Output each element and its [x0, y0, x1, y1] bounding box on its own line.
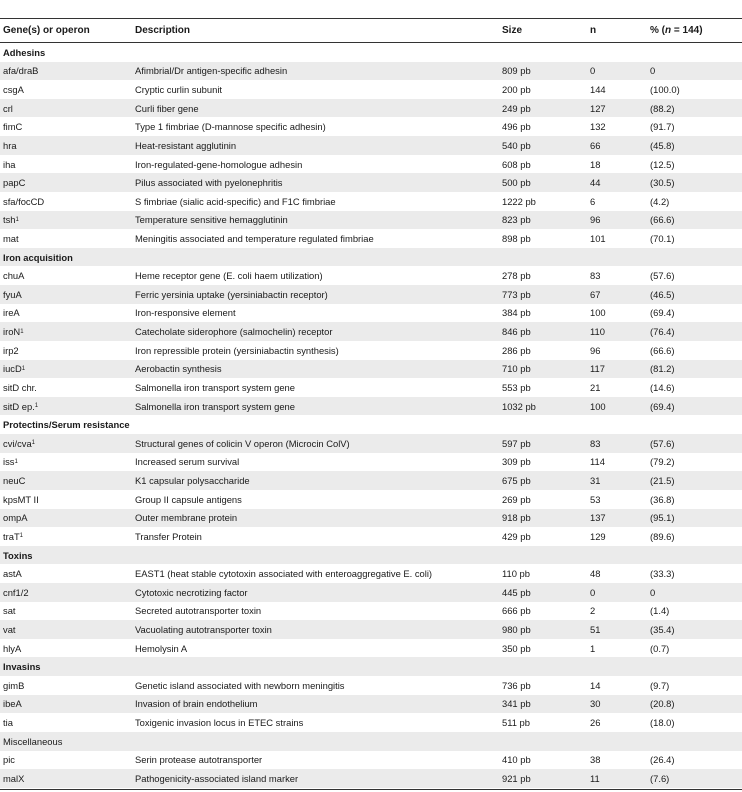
section-title: Toxins	[3, 549, 33, 561]
size-cell: 921 pb	[502, 772, 531, 784]
description-cell: Toxigenic invasion locus in ETEC strains	[135, 717, 304, 729]
header-gene: Gene(s) or operon	[3, 25, 90, 36]
size-cell: 823 pb	[502, 214, 531, 226]
gene-name: csgA	[3, 84, 24, 96]
percent-cell: (33.3)	[650, 568, 675, 580]
percent-cell: (89.6)	[650, 530, 675, 542]
gene-name: sitD chr.	[3, 381, 37, 393]
gene-name: cnf1/2	[3, 586, 29, 598]
gene-cell	[3, 173, 25, 192]
n-cell: 66	[590, 139, 601, 151]
n-cell: 83	[590, 270, 601, 282]
table-bottom-rule	[0, 789, 742, 790]
n-cell: 110	[590, 326, 605, 338]
size-cell: 1032 pb	[502, 400, 536, 412]
size-cell: 269 pb	[502, 493, 531, 505]
size-cell: 597 pb	[502, 437, 531, 449]
gene-cell	[3, 117, 22, 136]
description-cell: Iron repressible protein (yersiniabactin synthesis)	[135, 344, 339, 356]
percent-cell: (1.4)	[650, 605, 670, 617]
n-cell: 67	[590, 288, 601, 300]
description-cell: Vacuolating autotransporter toxin	[135, 624, 272, 636]
table-row	[0, 676, 742, 695]
gene-name: tsh	[3, 214, 16, 226]
n-cell: 53	[590, 493, 601, 505]
gene-name: cvi/cva	[3, 437, 32, 449]
n-cell: 51	[590, 624, 601, 636]
gene-name: iucD	[3, 363, 22, 375]
gene-name: hra	[3, 139, 17, 151]
gene-name: traT	[3, 530, 20, 542]
table-row	[0, 211, 742, 230]
table-row	[0, 360, 742, 379]
description-cell: Iron-responsive element	[135, 307, 236, 319]
gene-name: irp2	[3, 344, 19, 356]
gene-cell	[3, 751, 15, 770]
percent-cell: (69.4)	[650, 400, 675, 412]
gene-name: astA	[3, 568, 22, 580]
percent-cell: (46.5)	[650, 288, 675, 300]
n-cell: 114	[590, 456, 605, 468]
section-header-row	[0, 415, 742, 434]
section-title: Protectins/Serum resistance	[3, 419, 130, 431]
n-cell: 6	[590, 195, 596, 207]
table-top-rule	[0, 18, 742, 19]
size-cell: 445 pb	[502, 586, 531, 598]
size-cell: 286 pb	[502, 344, 531, 356]
n-cell: 0	[590, 65, 596, 77]
gene-name: crl	[3, 102, 13, 114]
n-cell: 117	[590, 363, 605, 375]
table-row	[0, 322, 742, 341]
size-cell: 553 pb	[502, 381, 531, 393]
n-cell: 14	[590, 679, 601, 691]
description-cell: EAST1 (heat stable cytotoxin associated with enteroaggregative E. coli)	[135, 568, 433, 580]
n-cell: 100	[590, 307, 606, 319]
description-cell: Group II capsule antigens	[135, 493, 242, 505]
gene-name: kpsMT II	[3, 493, 39, 505]
table-row	[0, 304, 742, 323]
percent-cell: (70.1)	[650, 232, 675, 244]
gene-cell	[3, 620, 16, 639]
gene-cell	[3, 99, 13, 118]
percent-cell: (7.6)	[650, 772, 670, 784]
gene-cell	[3, 490, 39, 509]
gene-cell	[3, 229, 19, 248]
description-cell: Transfer Protein	[135, 530, 202, 542]
gene-name: fimC	[3, 121, 23, 133]
percent-cell: (57.6)	[650, 270, 675, 282]
size-cell: 341 pb	[502, 698, 531, 710]
gene-cell	[3, 62, 38, 81]
gene-cell: tsh 1	[3, 214, 19, 226]
n-cell: 132	[590, 121, 606, 133]
n-cell: 21	[590, 381, 601, 393]
gene-cell	[3, 769, 24, 788]
description-cell: Increased serum survival	[135, 456, 240, 468]
size-cell: 429 pb	[502, 530, 531, 542]
description-cell: Outer membrane protein	[135, 512, 238, 524]
description-cell: Structural genes of colicin V operon (Microcin ColV)	[135, 437, 350, 449]
section-header-row	[0, 248, 742, 267]
size-cell: 773 pb	[502, 288, 531, 300]
n-cell: 144	[590, 84, 606, 96]
header-n: n	[590, 25, 597, 36]
n-cell: 127	[590, 102, 606, 114]
size-cell: 608 pb	[502, 158, 531, 170]
table-row	[0, 285, 742, 304]
percent-cell: (81.2)	[650, 363, 675, 375]
description-cell: Cytotoxic necrotizing factor	[135, 586, 248, 598]
description-cell: K1 capsular polysaccharide	[135, 475, 250, 487]
size-cell: 980 pb	[502, 624, 531, 636]
section-title: Invasins	[3, 661, 41, 673]
description-cell: Pathogenicity-associated island marker	[135, 772, 299, 784]
table-row	[0, 173, 742, 192]
table-row	[0, 117, 742, 136]
description-cell: Afimbrial/Dr antigen-specific adhesin	[135, 65, 288, 77]
gene-name: iha	[3, 158, 16, 170]
section-header-row	[0, 43, 742, 62]
gene-cell	[3, 285, 22, 304]
percent-cell: (20.8)	[650, 698, 675, 710]
description-cell: Aerobactin synthesis	[135, 363, 222, 375]
n-cell: 38	[590, 754, 601, 766]
gene-cell: cvi/cva 1	[3, 437, 35, 449]
table-row	[0, 453, 742, 472]
table-row	[0, 620, 742, 639]
section-title: Iron acquisition	[3, 251, 73, 263]
size-cell: 309 pb	[502, 456, 531, 468]
n-cell: 30	[590, 698, 601, 710]
table-row	[0, 192, 742, 211]
percent-cell: (30.5)	[650, 177, 675, 189]
n-cell: 101	[590, 232, 606, 244]
description-cell: Heme receptor gene (E. coli haem utilization)	[135, 270, 323, 282]
table-header-row	[0, 20, 742, 41]
percent-cell: (0.7)	[650, 642, 670, 654]
description-cell: Temperature sensitive hemagglutinin	[135, 214, 288, 226]
table-row	[0, 769, 742, 788]
size-cell: 511 pb	[502, 717, 530, 729]
n-cell: 31	[590, 475, 601, 487]
gene-cell: iucD 1	[3, 363, 26, 375]
gene-cell	[3, 471, 25, 490]
n-cell: 83	[590, 437, 601, 449]
percent-cell: (76.4)	[650, 326, 675, 338]
gene-cell: sitD ep. 1	[3, 400, 39, 412]
size-cell: 898 pb	[502, 232, 531, 244]
size-cell: 249 pb	[502, 102, 531, 114]
table-row	[0, 434, 742, 453]
gene-name: ompA	[3, 512, 28, 524]
table-row	[0, 527, 742, 546]
gene-name: malX	[3, 772, 25, 784]
size-cell: 200 pb	[502, 84, 531, 96]
percent-cell: (26.4)	[650, 754, 675, 766]
table-row	[0, 155, 742, 174]
section-title: Miscellaneous	[3, 735, 63, 747]
gene-name: afa/draB	[3, 65, 39, 77]
table-row	[0, 583, 742, 602]
n-cell: 11	[590, 772, 600, 784]
gene-name: iss	[3, 456, 15, 468]
n-cell: 48	[590, 568, 601, 580]
description-cell: Salmonella iron transport system gene	[135, 400, 295, 412]
n-cell: 129	[590, 530, 606, 542]
gene-name: sat	[3, 605, 16, 617]
percent-cell: (66.6)	[650, 214, 675, 226]
description-cell: Cryptic curlin subunit	[135, 84, 223, 96]
gene-name: ireA	[3, 307, 20, 319]
gene-cell	[3, 639, 21, 658]
percent-cell: (21.5)	[650, 475, 675, 487]
n-cell: 1	[590, 642, 596, 654]
size-cell: 500 pb	[502, 177, 531, 189]
n-cell: 96	[590, 214, 601, 226]
gene-name: vat	[3, 624, 16, 636]
description-cell: Meningitis associated and temperature regulated fimbriae	[135, 232, 374, 244]
gene-cell	[3, 676, 24, 695]
description-cell: Serin protease autotransporter	[135, 754, 263, 766]
description-cell: Pilus associated with pyelonephritis	[135, 177, 283, 189]
description-cell: Catecholate siderophore (salmochelin) receptor	[135, 326, 333, 338]
header-size: Size	[502, 25, 523, 36]
table-row	[0, 266, 742, 285]
description-cell: Hemolysin A	[135, 642, 188, 654]
percent-cell: (69.4)	[650, 307, 675, 319]
header-percent: % ( n = 144)	[650, 25, 703, 36]
table-row	[0, 509, 742, 528]
gene-name: gimB	[3, 679, 25, 691]
n-cell: 0	[590, 586, 596, 598]
gene-name: sitD ep.	[3, 400, 35, 412]
gene-cell	[3, 155, 16, 174]
description-cell: Type 1 fimbriae (D-mannose specific adhesin)	[135, 121, 326, 133]
percent-cell: (9.7)	[650, 679, 670, 691]
size-cell: 846 pb	[502, 326, 531, 338]
table-row	[0, 639, 742, 658]
n-cell: 100	[590, 400, 606, 412]
description-cell: Heat-resistant agglutinin	[135, 139, 237, 151]
percent-cell: (95.1)	[650, 512, 675, 524]
description-cell: S fimbriae (sialic acid-specific) and F1C fimbriae	[135, 195, 336, 207]
n-cell: 2	[590, 605, 596, 617]
table-row	[0, 397, 742, 416]
size-cell: 540 pb	[502, 139, 531, 151]
size-cell: 736 pb	[502, 679, 531, 691]
percent-cell: (4.2)	[650, 195, 670, 207]
table-row	[0, 99, 742, 118]
size-cell: 809 pb	[502, 65, 531, 77]
percent-cell: (79.2)	[650, 456, 675, 468]
percent-cell: (14.6)	[650, 381, 675, 393]
gene-name: chuA	[3, 270, 25, 282]
gene-name: ibeA	[3, 698, 22, 710]
percent-cell: (91.7)	[650, 121, 675, 133]
gene-name: neuC	[3, 475, 26, 487]
gene-cell	[3, 509, 28, 528]
description-cell: Curli fiber gene	[135, 102, 199, 114]
size-cell: 410 pb	[502, 754, 531, 766]
size-cell: 110 pb	[502, 568, 530, 580]
description-cell: Salmonella iron transport system gene	[135, 381, 295, 393]
gene-cell	[3, 136, 17, 155]
gene-name: tia	[3, 717, 13, 729]
percent-cell: (36.8)	[650, 493, 675, 505]
percent-cell: (100.0)	[650, 84, 680, 96]
percent-cell: (12.5)	[650, 158, 675, 170]
n-cell: 26	[590, 717, 601, 729]
gene-name: sfa/focCD	[3, 195, 45, 207]
gene-cell	[3, 602, 16, 621]
table-row	[0, 136, 742, 155]
size-cell: 496 pb	[502, 121, 531, 133]
gene-name: papC	[3, 177, 26, 189]
table-row	[0, 62, 742, 81]
size-cell: 666 pb	[502, 605, 531, 617]
gene-cell	[3, 378, 37, 397]
percent-cell: 0	[650, 65, 656, 77]
table-row	[0, 341, 742, 360]
n-cell: 18	[590, 158, 601, 170]
size-cell: 1222 pb	[502, 195, 536, 207]
description-cell: Secreted autotransporter toxin	[135, 605, 262, 617]
table-row	[0, 229, 742, 248]
size-cell: 675 pb	[502, 475, 531, 487]
size-cell: 350 pb	[502, 642, 531, 654]
percent-cell: (45.8)	[650, 139, 675, 151]
table-row	[0, 695, 742, 714]
n-cell: 137	[590, 512, 606, 524]
table-row	[0, 378, 742, 397]
gene-cell	[3, 80, 24, 99]
table-row	[0, 602, 742, 621]
table-row	[0, 80, 742, 99]
description-cell: Genetic island associated with newborn meningitis	[135, 679, 345, 691]
percent-cell: (66.6)	[650, 344, 675, 356]
percent-cell: (88.2)	[650, 102, 675, 114]
gene-cell	[3, 713, 13, 732]
gene-name: iroN	[3, 326, 21, 338]
gene-cell	[3, 695, 22, 714]
table-row	[0, 490, 742, 509]
gene-name: hlyA	[3, 642, 22, 654]
table-row	[0, 564, 742, 583]
gene-cell	[3, 266, 24, 285]
n-cell: 44	[590, 177, 601, 189]
percent-cell: (57.6)	[650, 437, 675, 449]
table-row	[0, 713, 742, 732]
header-description: Description	[135, 25, 191, 36]
size-cell: 278 pb	[502, 270, 531, 282]
table-row	[0, 751, 742, 770]
description-cell: Invasion of brain endothelium	[135, 698, 258, 710]
gene-cell	[3, 341, 19, 360]
gene-cell	[3, 192, 44, 211]
size-cell: 918 pb	[502, 512, 531, 524]
gene-name: pic	[3, 754, 15, 766]
gene-cell: iss 1	[3, 456, 18, 468]
percent-cell: (35.4)	[650, 624, 675, 636]
gene-cell: traT 1	[3, 530, 24, 542]
percent-cell: 0	[650, 586, 656, 598]
gene-cell	[3, 304, 20, 323]
gene-name: mat	[3, 232, 19, 244]
section-header-row	[0, 732, 742, 751]
description-cell: Ferric yersinia uptake (yersiniabactin receptor)	[135, 288, 328, 300]
gene-cell	[3, 583, 29, 602]
section-header-row	[0, 546, 742, 565]
percent-cell: (18.0)	[650, 717, 675, 729]
gene-cell: iroN 1	[3, 326, 24, 338]
description-cell: Iron-regulated-gene-homologue adhesin	[135, 158, 303, 170]
size-cell: 710 pb	[502, 363, 531, 375]
gene-name: fyuA	[3, 288, 22, 300]
gene-cell	[3, 564, 22, 583]
section-header-row	[0, 657, 742, 676]
n-cell: 96	[590, 344, 601, 356]
size-cell: 384 pb	[502, 307, 531, 319]
section-title: Adhesins	[3, 46, 46, 58]
table-row	[0, 471, 742, 490]
